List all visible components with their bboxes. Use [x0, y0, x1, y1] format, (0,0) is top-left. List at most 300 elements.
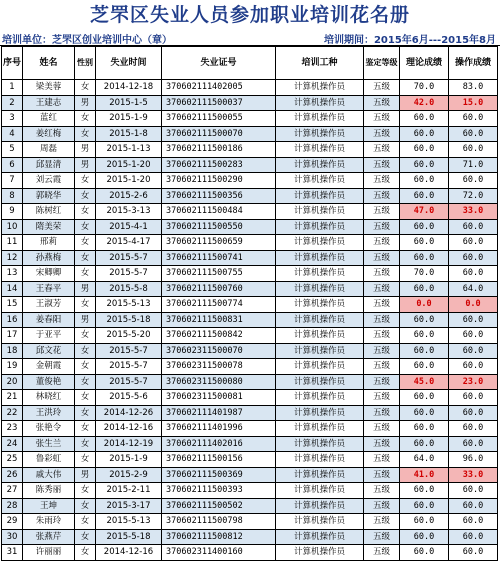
cell-level: 五级	[364, 250, 400, 266]
cell-name: 张生兰	[23, 436, 75, 452]
cell-job: 计算机操作员	[276, 529, 364, 545]
cell-job: 计算机操作员	[276, 250, 364, 266]
cell-date: 2015-2-9	[96, 467, 162, 483]
cell-seq: 27	[2, 483, 23, 499]
table-row	[2, 545, 498, 561]
cell-name: 王建志	[23, 95, 75, 111]
cell-practice: 60.0	[449, 514, 498, 530]
cell-gender: 女	[75, 452, 96, 468]
table-row	[2, 452, 498, 468]
cell-level: 五级	[364, 219, 400, 235]
cell-job: 计算机操作员	[276, 266, 364, 282]
cell-gender: 女	[75, 498, 96, 514]
table-row	[2, 142, 498, 158]
cell-name: 邢莉	[23, 235, 75, 251]
table-row	[2, 390, 498, 406]
cell-theory: 60.0	[400, 312, 449, 328]
cell-gender: 女	[75, 188, 96, 204]
cell-practice: 60.0	[449, 529, 498, 545]
cell-job: 计算机操作员	[276, 374, 364, 390]
cell-job: 计算机操作员	[276, 111, 364, 127]
cell-practice: 60.0	[449, 266, 498, 282]
cell-job: 计算机操作员	[276, 467, 364, 483]
cell-cert: 370602111401987	[162, 405, 276, 421]
cell-gender: 女	[75, 545, 96, 561]
cell-practice: 60.0	[449, 250, 498, 266]
table-row	[2, 95, 498, 111]
cell-cert: 370602111500842	[162, 328, 276, 344]
table-row	[2, 436, 498, 452]
cell-cert: 370602111500484	[162, 204, 276, 220]
cell-theory: 60.0	[400, 436, 449, 452]
cell-seq: 9	[2, 204, 23, 220]
table-row	[2, 266, 498, 282]
cell-cert: 370602111402016	[162, 436, 276, 452]
header-job: 培训工种	[276, 47, 364, 80]
cell-level: 五级	[364, 390, 400, 406]
cell-practice: 60.0	[449, 219, 498, 235]
table-row	[2, 80, 498, 96]
cell-cert: 370602311500080	[162, 374, 276, 390]
cell-level: 五级	[364, 343, 400, 359]
cell-theory: 70.0	[400, 80, 449, 96]
cell-level: 五级	[364, 188, 400, 204]
cell-date: 2015-5-6	[96, 390, 162, 406]
cell-gender: 男	[75, 157, 96, 173]
cell-seq: 7	[2, 173, 23, 189]
cell-practice: 23.0	[449, 374, 498, 390]
cell-cert: 370602111500774	[162, 297, 276, 313]
cell-theory: 60.0	[400, 126, 449, 142]
cell-cert: 370602111500290	[162, 173, 276, 189]
header-row	[2, 47, 498, 80]
cell-gender: 女	[75, 343, 96, 359]
cell-gender: 女	[75, 297, 96, 313]
cell-seq: 5	[2, 142, 23, 158]
cell-theory: 60.0	[400, 359, 449, 375]
cell-date: 2015-5-7	[96, 374, 162, 390]
cell-seq: 29	[2, 514, 23, 530]
cell-date: 2015-3-17	[96, 498, 162, 514]
cell-gender: 男	[75, 467, 96, 483]
cell-seq: 22	[2, 405, 23, 421]
cell-practice: 96.0	[449, 452, 498, 468]
cell-theory: 42.0	[400, 95, 449, 111]
cell-job: 计算机操作员	[276, 452, 364, 468]
cell-name: 陈树红	[23, 204, 75, 220]
cell-seq: 12	[2, 250, 23, 266]
cell-level: 五级	[364, 467, 400, 483]
cell-name: 姜红梅	[23, 126, 75, 142]
header-gender: 性别	[75, 47, 96, 80]
cell-date: 2015-1-9	[96, 452, 162, 468]
cell-cert: 370602111500812	[162, 529, 276, 545]
table-row	[2, 421, 498, 437]
cell-practice: 60.0	[449, 173, 498, 189]
cell-level: 五级	[364, 157, 400, 173]
cell-theory: 60.0	[400, 498, 449, 514]
cell-seq: 26	[2, 467, 23, 483]
cell-gender: 女	[75, 219, 96, 235]
cell-job: 计算机操作员	[276, 157, 364, 173]
cell-seq: 14	[2, 281, 23, 297]
cell-seq: 23	[2, 421, 23, 437]
cell-level: 五级	[364, 359, 400, 375]
cell-date: 2015-1-20	[96, 157, 162, 173]
cell-gender: 女	[75, 359, 96, 375]
cell-cert: 370602111500741	[162, 250, 276, 266]
cell-level: 五级	[364, 545, 400, 561]
cell-job: 计算机操作员	[276, 545, 364, 561]
cell-seq: 10	[2, 219, 23, 235]
cell-cert: 370602111500760	[162, 281, 276, 297]
table-row	[2, 359, 498, 375]
cell-level: 五级	[364, 235, 400, 251]
cell-cert: 370602111500283	[162, 157, 276, 173]
header-cert: 失业证号	[162, 47, 276, 80]
table-row	[2, 483, 498, 499]
cell-name: 于亚平	[23, 328, 75, 344]
cell-theory: 60.0	[400, 281, 449, 297]
cell-job: 计算机操作员	[276, 436, 364, 452]
cell-date: 2015-1-20	[96, 173, 162, 189]
cell-name: 郭晓华	[23, 188, 75, 204]
cell-cert: 370602111500550	[162, 219, 276, 235]
cell-name: 张艳令	[23, 421, 75, 437]
cell-practice: 60.0	[449, 343, 498, 359]
cell-name: 蓝红	[23, 111, 75, 127]
cell-job: 计算机操作员	[276, 219, 364, 235]
cell-date: 2015-5-7	[96, 266, 162, 282]
cell-practice: 71.0	[449, 157, 498, 173]
cell-date: 2015-1-13	[96, 142, 162, 158]
cell-gender: 女	[75, 436, 96, 452]
cell-job: 计算机操作员	[276, 514, 364, 530]
header-seq: 序号	[2, 47, 23, 80]
cell-level: 五级	[364, 436, 400, 452]
table-row	[2, 374, 498, 390]
cell-gender: 女	[75, 483, 96, 499]
cell-theory: 60.0	[400, 483, 449, 499]
cell-theory: 60.0	[400, 390, 449, 406]
cell-practice: 60.0	[449, 328, 498, 344]
cell-job: 计算机操作员	[276, 483, 364, 499]
cell-date: 2015-1-8	[96, 126, 162, 142]
cell-cert: 370602311500081	[162, 390, 276, 406]
cell-job: 计算机操作员	[276, 343, 364, 359]
cell-theory: 60.0	[400, 545, 449, 561]
cell-theory: 60.0	[400, 188, 449, 204]
cell-theory: 60.0	[400, 343, 449, 359]
cell-practice: 60.0	[449, 390, 498, 406]
cell-level: 五级	[364, 498, 400, 514]
cell-name: 王洪玲	[23, 405, 75, 421]
cell-gender: 女	[75, 529, 96, 545]
table-row	[2, 188, 498, 204]
cell-level: 五级	[364, 281, 400, 297]
cell-seq: 8	[2, 188, 23, 204]
cell-theory: 70.0	[400, 266, 449, 282]
cell-date: 2015-4-1	[96, 219, 162, 235]
cell-practice: 60.0	[449, 498, 498, 514]
cell-date: 2015-5-20	[96, 328, 162, 344]
cell-level: 五级	[364, 452, 400, 468]
cell-level: 五级	[364, 126, 400, 142]
cell-job: 计算机操作员	[276, 126, 364, 142]
cell-cert: 370602111500502	[162, 498, 276, 514]
cell-date: 2015-5-7	[96, 359, 162, 375]
cell-date: 2015-4-17	[96, 235, 162, 251]
cell-theory: 60.0	[400, 235, 449, 251]
cell-name: 王淑芳	[23, 297, 75, 313]
cell-job: 计算机操作员	[276, 235, 364, 251]
table-row	[2, 312, 498, 328]
table-row	[2, 281, 498, 297]
cell-practice: 60.0	[449, 405, 498, 421]
cell-name: 邱显清	[23, 157, 75, 173]
cell-practice: 60.0	[449, 483, 498, 499]
table-row	[2, 467, 498, 483]
cell-cert: 370602111500369	[162, 467, 276, 483]
cell-job: 计算机操作员	[276, 95, 364, 111]
header-name: 姓名	[23, 47, 75, 80]
cell-gender: 女	[75, 328, 96, 344]
cell-practice: 60.0	[449, 312, 498, 328]
cell-gender: 男	[75, 312, 96, 328]
cell-date: 2015-1-5	[96, 95, 162, 111]
table-row	[2, 173, 498, 189]
table-row	[2, 328, 498, 344]
cell-seq: 18	[2, 343, 23, 359]
cell-level: 五级	[364, 204, 400, 220]
cell-level: 五级	[364, 80, 400, 96]
cell-cert: 370602111500393	[162, 483, 276, 499]
header-level: 鉴定等级	[364, 47, 400, 80]
cell-practice: 83.0	[449, 80, 498, 96]
cell-name: 金朝霞	[23, 359, 75, 375]
table-row	[2, 498, 498, 514]
cell-gender: 女	[75, 111, 96, 127]
cell-seq: 15	[2, 297, 23, 313]
table-row	[2, 219, 498, 235]
cell-name: 邱文花	[23, 343, 75, 359]
cell-seq: 6	[2, 157, 23, 173]
header-date: 失业时间	[96, 47, 162, 80]
cell-level: 五级	[364, 173, 400, 189]
cell-practice: 60.0	[449, 142, 498, 158]
cell-level: 五级	[364, 421, 400, 437]
cell-gender: 女	[75, 80, 96, 96]
cell-date: 2015-2-11	[96, 483, 162, 499]
cell-date: 2015-1-9	[96, 111, 162, 127]
cell-practice: 64.0	[449, 281, 498, 297]
cell-cert: 370602311500078	[162, 359, 276, 375]
cell-job: 计算机操作员	[276, 390, 364, 406]
cell-gender: 女	[75, 374, 96, 390]
cell-gender: 女	[75, 514, 96, 530]
cell-seq: 3	[2, 111, 23, 127]
cell-seq: 16	[2, 312, 23, 328]
cell-cert: 370602311500070	[162, 343, 276, 359]
cell-name: 陈秀丽	[23, 483, 75, 499]
cell-seq: 4	[2, 126, 23, 142]
cell-gender: 女	[75, 173, 96, 189]
cell-job: 计算机操作员	[276, 142, 364, 158]
cell-theory: 60.0	[400, 219, 449, 235]
cell-theory: 45.0	[400, 374, 449, 390]
cell-date: 2015-2-6	[96, 188, 162, 204]
cell-seq: 28	[2, 498, 23, 514]
cell-cert: 370602311400160	[162, 545, 276, 561]
cell-name: 刘云霞	[23, 173, 75, 189]
cell-job: 计算机操作员	[276, 204, 364, 220]
cell-level: 五级	[364, 374, 400, 390]
cell-cert: 370602111500055	[162, 111, 276, 127]
table-row	[2, 514, 498, 530]
cell-date: 2015-5-18	[96, 312, 162, 328]
cell-cert: 370602111500156	[162, 452, 276, 468]
cell-date: 2014-12-16	[96, 421, 162, 437]
cell-seq: 17	[2, 328, 23, 344]
cell-seq: 30	[2, 529, 23, 545]
cell-cert: 370602111402005	[162, 80, 276, 96]
cell-gender: 女	[75, 204, 96, 220]
cell-practice: 0.0	[449, 297, 498, 313]
cell-job: 计算机操作员	[276, 173, 364, 189]
cell-level: 五级	[364, 266, 400, 282]
cell-gender: 女	[75, 235, 96, 251]
table-row	[2, 126, 498, 142]
cell-practice: 33.0	[449, 467, 498, 483]
cell-gender: 女	[75, 126, 96, 142]
cell-theory: 60.0	[400, 328, 449, 344]
cell-gender: 女	[75, 405, 96, 421]
cell-date: 2015-5-18	[96, 529, 162, 545]
cell-gender: 男	[75, 95, 96, 111]
cell-seq: 13	[2, 266, 23, 282]
cell-practice: 60.0	[449, 111, 498, 127]
cell-seq: 2	[2, 95, 23, 111]
table-row	[2, 405, 498, 421]
cell-date: 2014-12-16	[96, 545, 162, 561]
cell-name: 隋美荣	[23, 219, 75, 235]
cell-gender: 男	[75, 142, 96, 158]
cell-cert: 370602111500798	[162, 514, 276, 530]
cell-job: 计算机操作员	[276, 80, 364, 96]
cell-cert: 370602111500659	[162, 235, 276, 251]
cell-level: 五级	[364, 405, 400, 421]
cell-name: 朱雨玲	[23, 514, 75, 530]
cell-theory: 64.0	[400, 452, 449, 468]
cell-seq: 24	[2, 436, 23, 452]
cell-theory: 60.0	[400, 529, 449, 545]
table-row	[2, 157, 498, 173]
cell-name: 王春平	[23, 281, 75, 297]
cell-cert: 370602111500037	[162, 95, 276, 111]
cell-name: 宋卿卿	[23, 266, 75, 282]
cell-cert: 370602111500831	[162, 312, 276, 328]
cell-gender: 男	[75, 281, 96, 297]
cell-theory: 60.0	[400, 157, 449, 173]
cell-name: 戚大伟	[23, 467, 75, 483]
cell-name: 林晓红	[23, 390, 75, 406]
cell-gender: 女	[75, 390, 96, 406]
cell-theory: 0.0	[400, 297, 449, 313]
cell-job: 计算机操作员	[276, 328, 364, 344]
cell-job: 计算机操作员	[276, 498, 364, 514]
cell-theory: 60.0	[400, 514, 449, 530]
cell-level: 五级	[364, 529, 400, 545]
cell-practice: 60.0	[449, 436, 498, 452]
cell-seq: 1	[2, 80, 23, 96]
cell-name: 孙燕梅	[23, 250, 75, 266]
cell-theory: 41.0	[400, 467, 449, 483]
cell-job: 计算机操作员	[276, 312, 364, 328]
cell-level: 五级	[364, 312, 400, 328]
cell-level: 五级	[364, 483, 400, 499]
training-period: 培训期间：2015年6月---2015年8月	[323, 35, 496, 46]
cell-practice: 60.0	[449, 359, 498, 375]
cell-date: 2015-3-13	[96, 204, 162, 220]
table-body	[2, 80, 498, 561]
cell-theory: 60.0	[400, 111, 449, 127]
cell-level: 五级	[364, 142, 400, 158]
cell-job: 计算机操作员	[276, 297, 364, 313]
cell-date: 2014-12-19	[96, 436, 162, 452]
cell-practice: 60.0	[449, 545, 498, 561]
cell-name: 梁美蓉	[23, 80, 75, 96]
cell-practice: 60.0	[449, 235, 498, 251]
cell-practice: 60.0	[449, 421, 498, 437]
cell-gender: 女	[75, 250, 96, 266]
cell-theory: 60.0	[400, 173, 449, 189]
meta-bar	[0, 30, 500, 46]
cell-practice: 60.0	[449, 126, 498, 142]
cell-job: 计算机操作员	[276, 188, 364, 204]
cell-date: 2015-5-7	[96, 343, 162, 359]
table-row	[2, 204, 498, 220]
cell-cert: 370602111500755	[162, 266, 276, 282]
cell-cert: 370602111500186	[162, 142, 276, 158]
cell-name: 周磊	[23, 142, 75, 158]
cell-gender: 女	[75, 266, 96, 282]
roster-table	[1, 46, 498, 561]
cell-name: 姜春阳	[23, 312, 75, 328]
cell-theory: 60.0	[400, 421, 449, 437]
cell-level: 五级	[364, 328, 400, 344]
cell-cert: 370602111500356	[162, 188, 276, 204]
cell-level: 五级	[364, 111, 400, 127]
cell-seq: 11	[2, 235, 23, 251]
table-row	[2, 297, 498, 313]
cell-cert: 370602111500070	[162, 126, 276, 142]
cell-seq: 20	[2, 374, 23, 390]
table-row	[2, 235, 498, 251]
cell-seq: 25	[2, 452, 23, 468]
cell-practice: 15.0	[449, 95, 498, 111]
cell-theory: 47.0	[400, 204, 449, 220]
cell-date: 2014-12-26	[96, 405, 162, 421]
cell-practice: 72.0	[449, 188, 498, 204]
cell-job: 计算机操作员	[276, 281, 364, 297]
cell-practice: 33.0	[449, 204, 498, 220]
table-row	[2, 343, 498, 359]
cell-job: 计算机操作员	[276, 359, 364, 375]
cell-level: 五级	[364, 95, 400, 111]
training-unit: 培训单位：芝罘区创业培训中心（章）	[2, 35, 172, 46]
cell-level: 五级	[364, 514, 400, 530]
cell-seq: 21	[2, 390, 23, 406]
